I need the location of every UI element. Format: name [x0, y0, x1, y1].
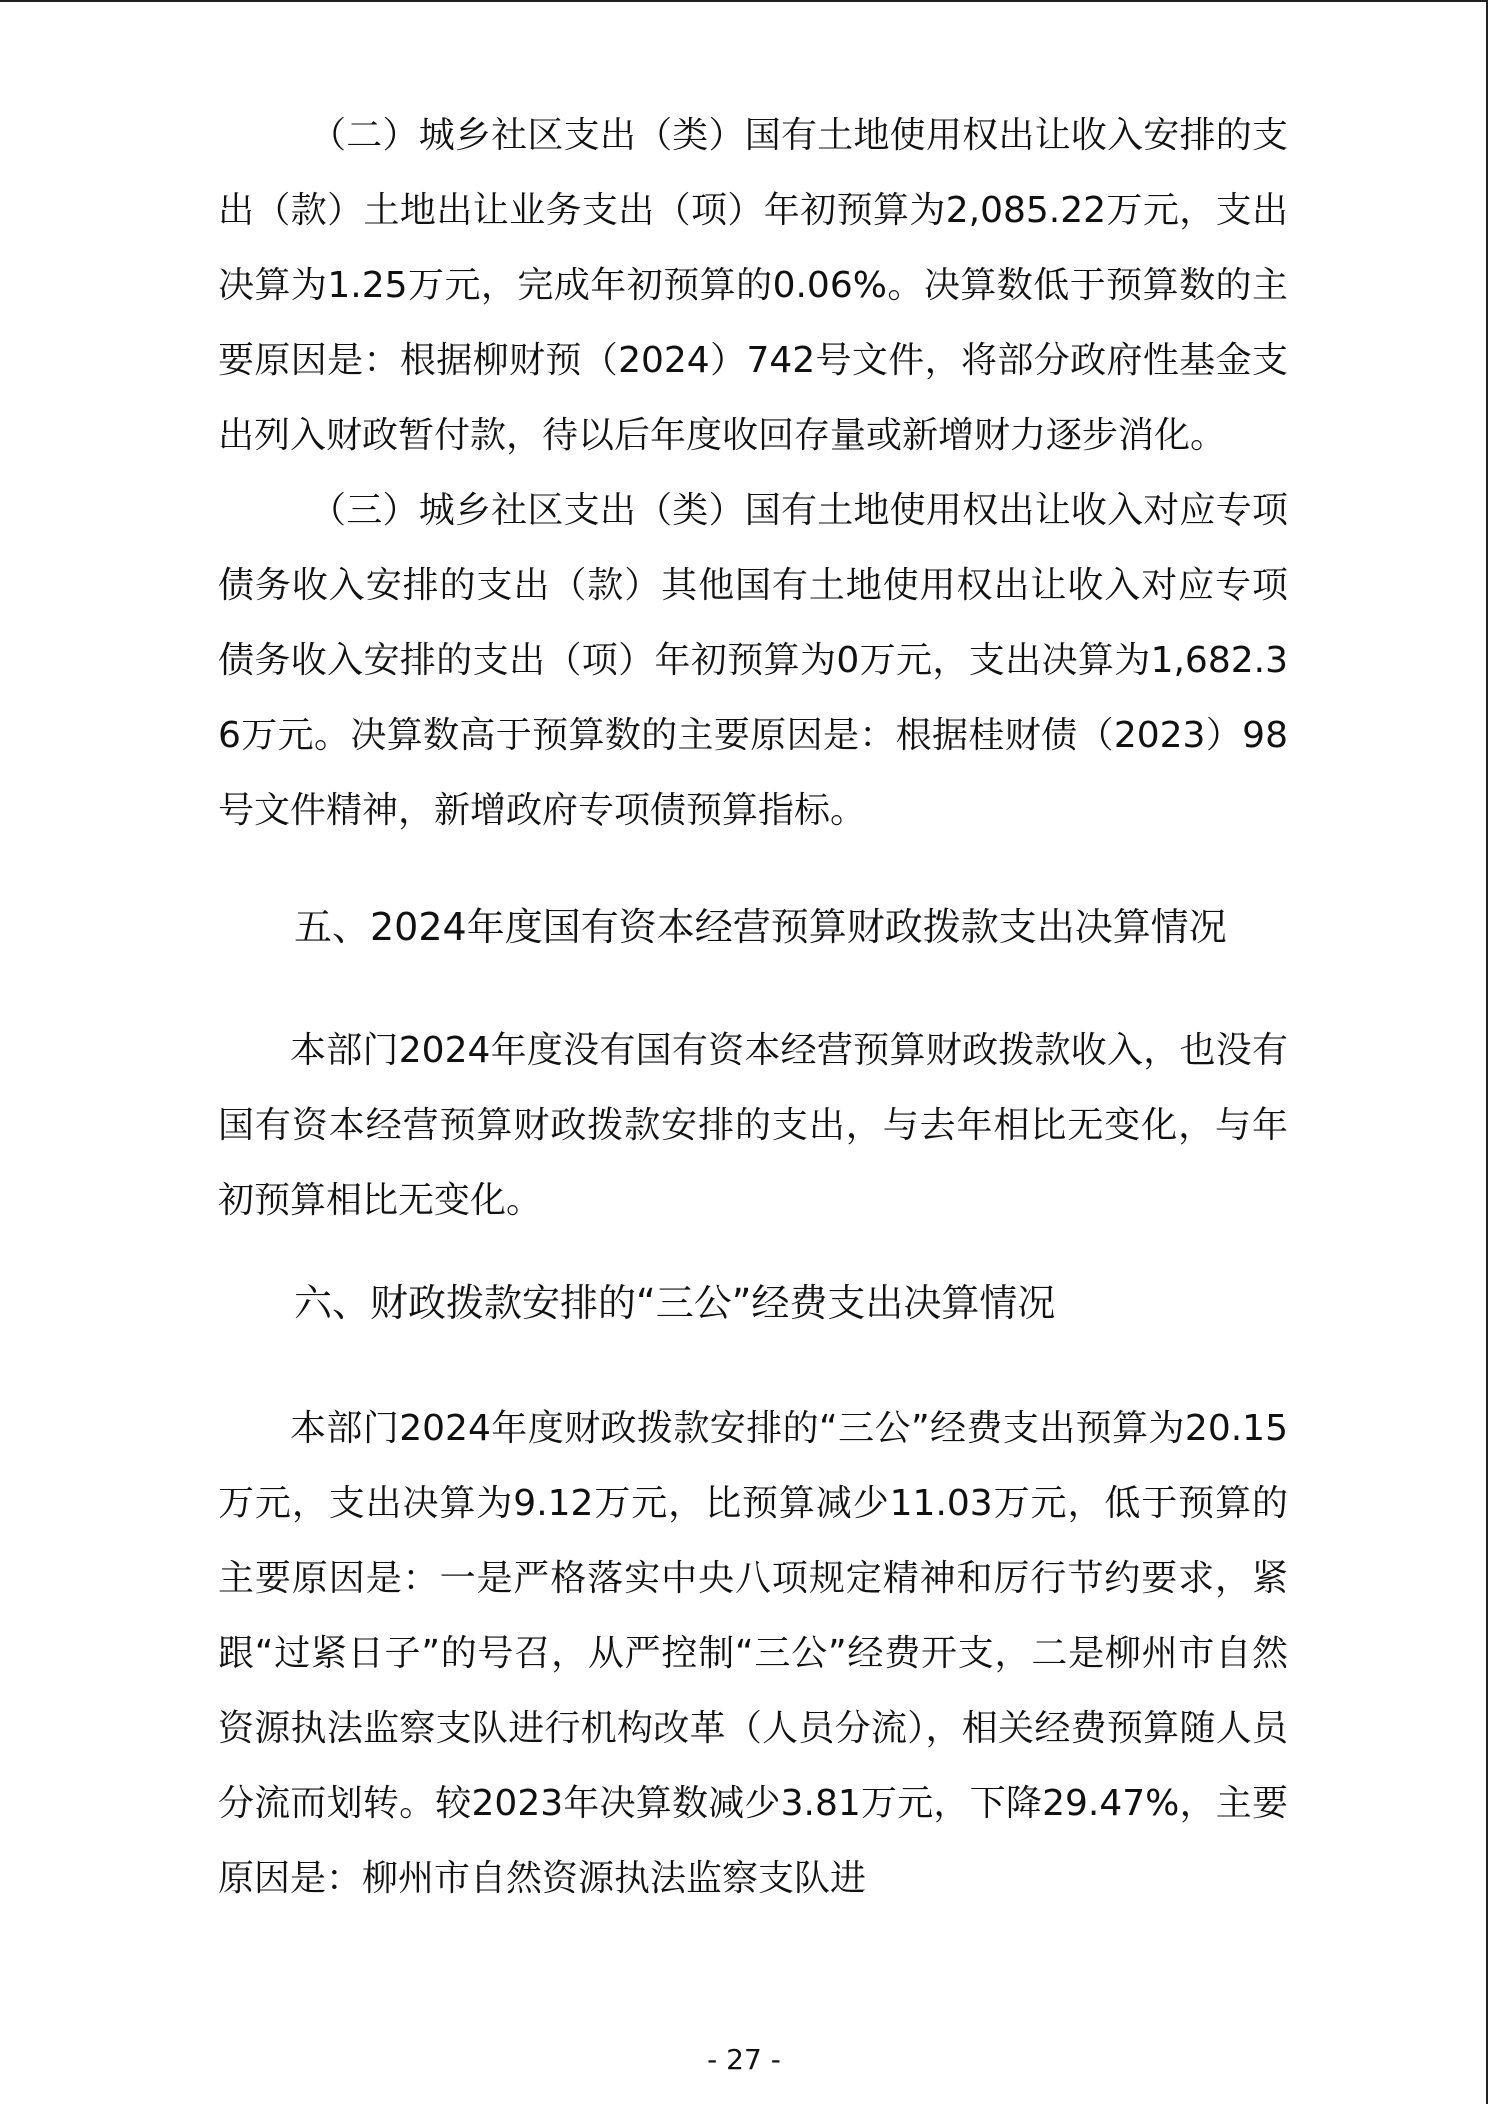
section-heading-state-capital: 五、2024年度国有资本经营预算财政拨款支出决算情况: [294, 905, 1227, 949]
paragraph-state-capital: 本部门2024年度没有国有资本经营预算财政拨款收入，也没有国有资本经营预算财政拨款安排的支出，与去年相比无变化，与年初预算相比无变化。: [218, 1030, 1288, 1221]
section-heading-three-public-expenses: 六、财政拨款安排的“三公”经费支出决算情况: [294, 1281, 1056, 1325]
paragraph-special-debt-expenditure: （三）城乡社区支出（类）国有土地使用权出让收入对应专项债务收入安排的支出（款）其他国有土地使用权出让收入对应专项债务收入安排的支出（项）年初预算为0万元，支出决算为1,682.36万元。决算数高于预算数的主要原因是：根据桂财债（2023）98号文件精神，新增政府专项债预算指标。: [218, 490, 1288, 831]
page-number: - 27 -: [707, 2043, 781, 2076]
top-border-line: [0, 0, 1488, 2]
document-page: [218, 98, 1288, 1916]
paragraph-three-public-expenses: 本部门2024年度财政拨款安排的“三公”经费支出预算为20.15万元，支出决算为9.12万元，比预算减少11.03万元，低于预算的主要原因是：一是严格落实中央八项规定精神和厉行节约要求，紧跟“过紧日子”的号召，从严控制“三公”经费开支，二是柳州市自然资源执法监察支队进行机构改革（人员分流），相关经费预算随人员分流而划转。较2023年决算数减少3.81万元，下降29.47%，主要原因是：柳州市自然资源执法监察支队进: [218, 1408, 1288, 1899]
paragraph-land-transfer-expenditure: （二）城乡社区支出（类）国有土地使用权出让收入安排的支出（款）土地出让业务支出（项）年初预算为2,085.22万元，支出决算为1.25万元，完成年初预算的0.06%。决算数低于预算数的主要原因是：根据柳财预（2024）742号文件，将部分政府性基金支出列入财政暂付款，待以后年度收回存量或新增财力逐步消化。: [218, 115, 1288, 456]
